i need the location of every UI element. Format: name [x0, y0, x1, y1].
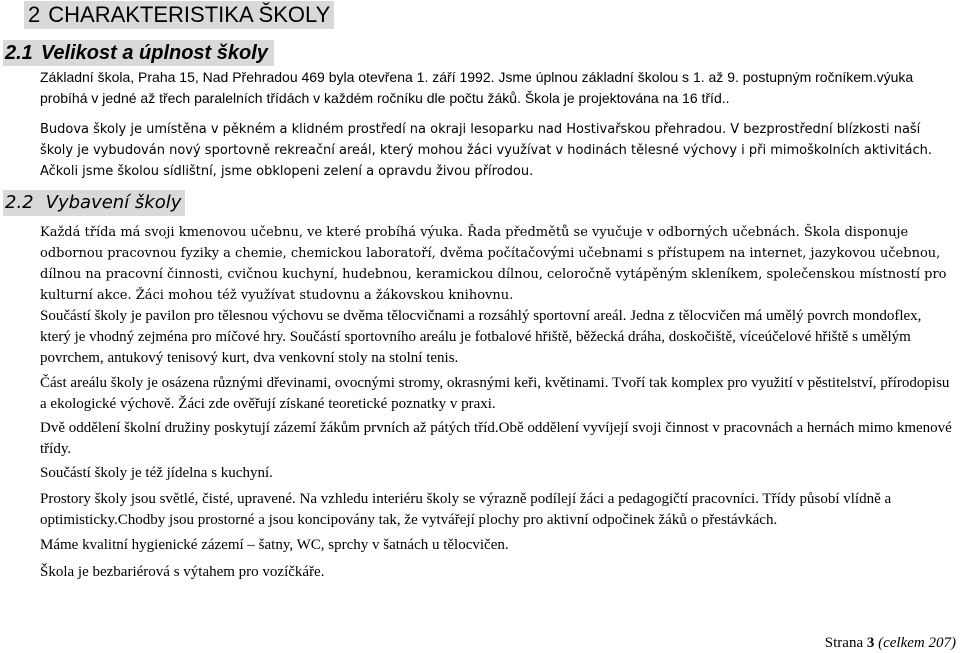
- paragraph-classrooms: [40, 222, 952, 306]
- page-total: (celkem 207): [878, 635, 956, 651]
- paragraph-interior-text: Prostory školy jsou světlé, čisté, upravené.: [40, 491, 296, 507]
- paragraph-after-school-club: Dvě oddělení školní družiny poskytují zázemí žákům prvních až pátých tříd.Obě oddělení vyvíjejí svoji činnost v pracovnách a hernách mimo kmenové třídy.: [40, 420, 952, 457]
- paragraph-classrooms-text: Každá třída má svoji kmenovou učebnu, ve které probíhá výuka.: [40, 225, 464, 240]
- paragraph-canteen: Součástí školy je též jídelna s kuchyní.: [40, 465, 273, 481]
- chapter-number: 2: [28, 2, 41, 27]
- section-title: Velikost a úplnost školy: [40, 42, 268, 64]
- chapter-title: CHARAKTERISTIKA ŠKOLY: [48, 2, 331, 27]
- section-heading-size: [3, 40, 274, 66]
- section-number: 2.1: [5, 42, 33, 64]
- paragraph-hygiene: Máme kvalitní hygienické zázemí – šatny, WC, sprchy v šatnách u tělocvičen.: [40, 537, 509, 553]
- paragraph-interior: [40, 489, 952, 531]
- section-title: Vybavení školy: [45, 192, 182, 213]
- paragraph-sports-pavilion: Součástí školy je pavilon pro tělesnou výchovu se dvěma tělocvičnami a rozsáhlý sportovní areál. Jedna z tělocvičen má umělý povrch mondoflex, který je vhodný zejména pro míčové hry. Součástí sportovního areálu je fotbalové hřiště, běžecká dráha, doskočiště, víceúčelové hřiště s umělým povrchem, antukový tenisový kurt, dva venkovní stoly na stolní tenis.: [40, 308, 922, 366]
- paragraph-specialized-rooms-text: Řada předmětů se vyučuje v odborných učebnách. Škola disponuje odbornou pracovnou fyziky a chemie, chemickou laboratoří, dvěma počítačovými učebnami s přístupem na internet, jazykovou učebnou, dílnou na pracovní činnosti, cvičnou kuchyní, hudebnou, keramickou dílnou, celoročně vytápěným skleníkem, společenskou místností pro kulturní akce. Žáci mohou též využívat studovnu a žákovskou knihovnu.: [40, 225, 947, 303]
- paragraph-school-grounds: Část areálu školy je osázena různými dřevinami, ovocnými stromy, okrasnými keři, květinami. Tvoří tak komplex pro využití v pěstitelství, přírodopisu a ekologické výchově. Žáci zde ověřují získané teoretické poznatky v praxi.: [40, 375, 950, 412]
- page-number: 3: [866, 635, 875, 651]
- section-number: 2.2: [5, 192, 34, 213]
- paragraph-sports-area-text: V bezprostřední blízkosti naší školy je vybudován nový sportovně rekreační areál, který mohou žáci využívat v hodinách tělesné výchovy i při mimoškolních aktivitách. Ačkoli jsme školou sídlištní, jsme obklopeni zelení a opravdu živou přírodou.: [40, 122, 932, 179]
- page-label: Strana: [824, 635, 864, 651]
- paragraph-interior-design-text: Na vzhledu interiéru školy se výrazně podílejí žáci a pedagogičtí pracovníci. Třídy působí vlídně a optimisticky.Chodby jsou prostorné a jsou koncipovány tak, že vytvářejí plochy pro aktivní odpočinek žáků o přestávkách.: [40, 491, 892, 528]
- paragraph-location-text: Budova školy je umístěna v pěkném a klidném prostředí na okraji lesoparku nad Hostivařskou přehradou.: [40, 122, 727, 137]
- paragraph-barrier-free: Škola je bezbariérová s výtahem pro vozíčkáře.: [40, 564, 325, 580]
- section-heading-equipment: [3, 190, 185, 216]
- paragraph-location: [40, 119, 952, 182]
- page-footer: [825, 634, 956, 652]
- paragraph-school-founding: Základní škola, Praha 15, Nad Přehradou 469 byla otevřena 1. září 1992. Jsme úplnou základní školou s 1. až 9. postupným ročníkem.výuka probíhá v jedné až třech paralelních třídách v každém ročníku dle počtu žáků. Škola je projektována na 16 tříd..: [40, 69, 914, 106]
- chapter-heading: [24, 1, 334, 29]
